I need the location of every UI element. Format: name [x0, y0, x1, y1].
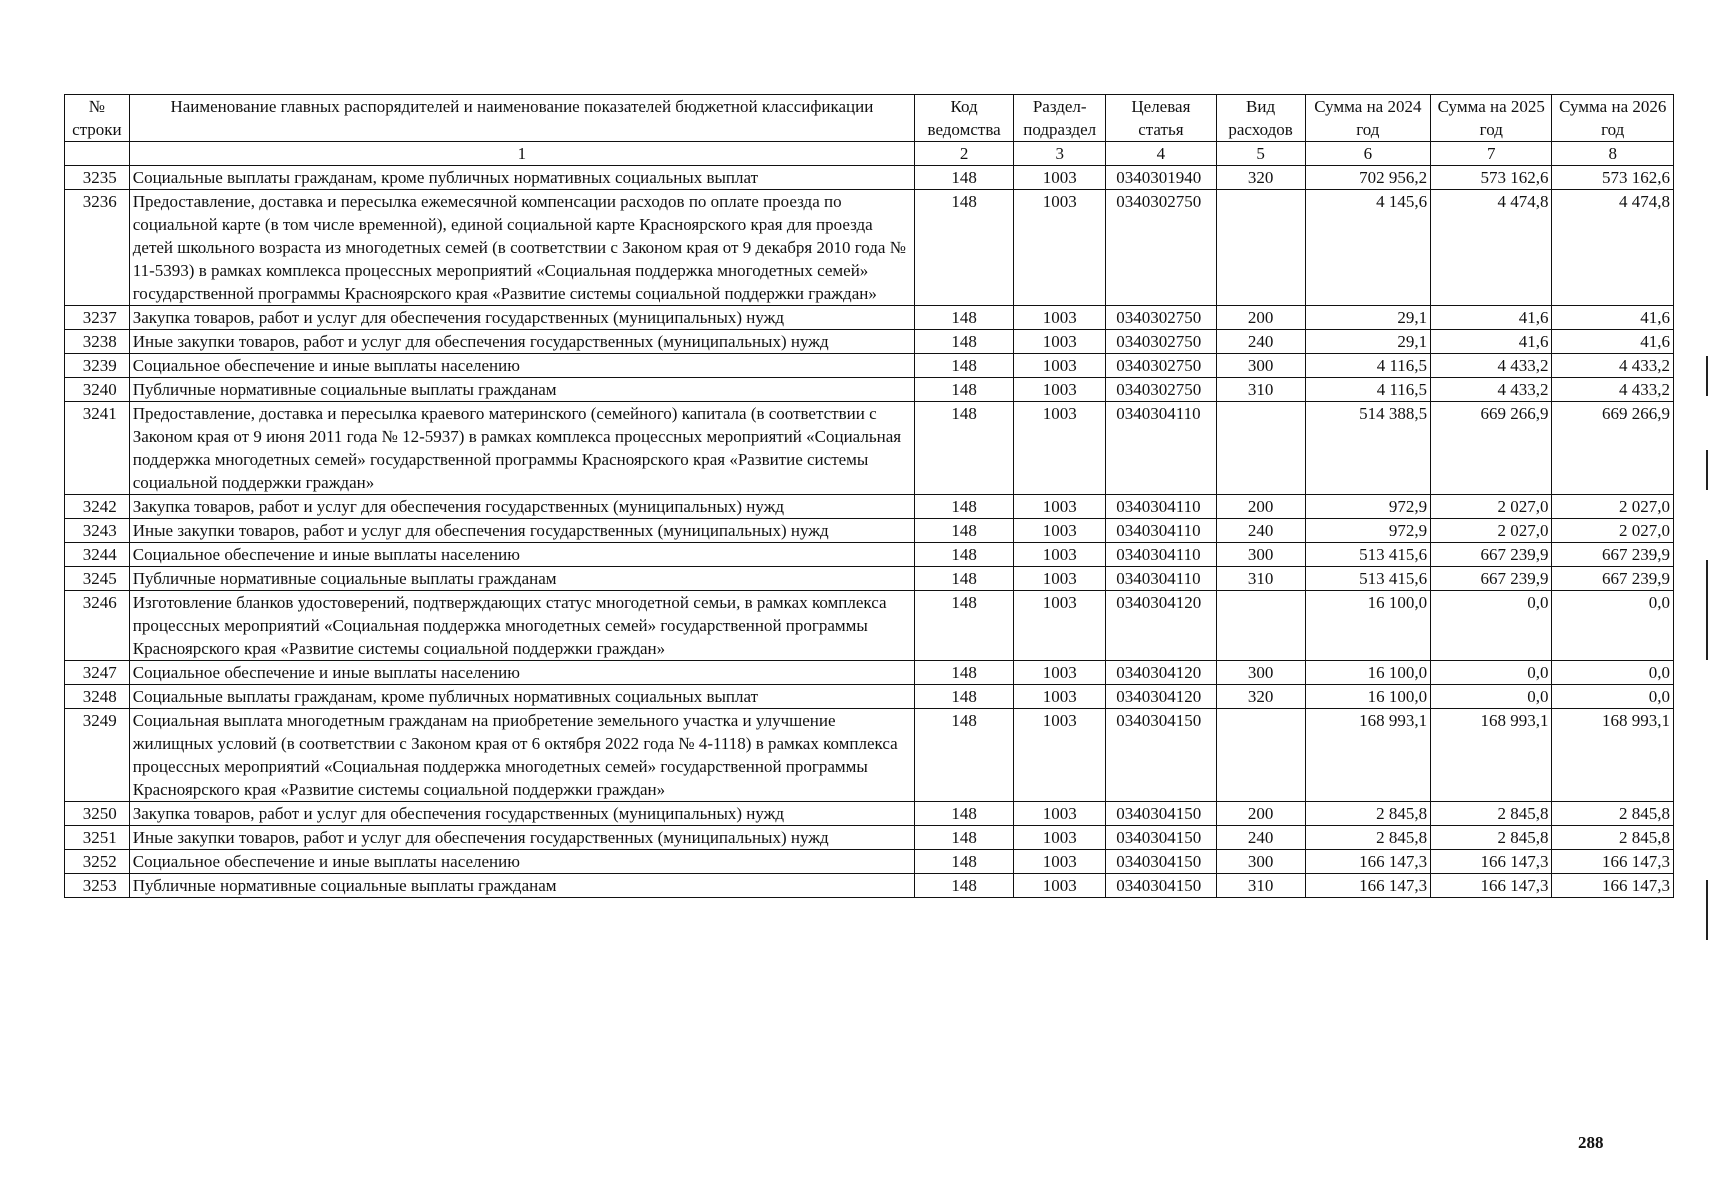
row-expense-type: 200: [1216, 495, 1305, 519]
row-dept-code: 148: [915, 330, 1014, 354]
row-amount-2025: 2 027,0: [1431, 519, 1552, 543]
row-amount-2025: 4 433,2: [1431, 378, 1552, 402]
row-amount-2025: 166 147,3: [1431, 850, 1552, 874]
row-amount-2024: 4 116,5: [1305, 378, 1430, 402]
row-amount-2024: 168 993,1: [1305, 709, 1430, 802]
row-amount-2026: 0,0: [1552, 591, 1674, 661]
row-target: 0340304110: [1106, 402, 1216, 495]
column-number: 2: [915, 142, 1014, 166]
table-row: [65, 567, 1674, 591]
row-amount-2026: 0,0: [1552, 661, 1674, 685]
row-name: Социальные выплаты гражданам, кроме публичных нормативных социальных выплат: [129, 166, 914, 190]
column-number: 3: [1014, 142, 1106, 166]
row-section: 1003: [1014, 330, 1106, 354]
row-dept-code: 148: [915, 567, 1014, 591]
row-dept-code: 148: [915, 306, 1014, 330]
row-expense-type: 200: [1216, 306, 1305, 330]
table-row: [65, 802, 1674, 826]
row-section: 1003: [1014, 874, 1106, 898]
row-amount-2025: 41,6: [1431, 330, 1552, 354]
row-target: 0340304150: [1106, 826, 1216, 850]
row-section: 1003: [1014, 495, 1106, 519]
row-amount-2024: 29,1: [1305, 306, 1430, 330]
row-number: 3236: [65, 190, 130, 306]
row-expense-type: 320: [1216, 166, 1305, 190]
row-number: 3251: [65, 826, 130, 850]
row-number: 3250: [65, 802, 130, 826]
row-name: Публичные нормативные социальные выплаты гражданам: [129, 378, 914, 402]
row-amount-2026: 667 239,9: [1552, 567, 1674, 591]
table-row: [65, 850, 1674, 874]
row-amount-2026: 669 266,9: [1552, 402, 1674, 495]
row-section: 1003: [1014, 661, 1106, 685]
row-name: Социальные выплаты гражданам, кроме публичных нормативных социальных выплат: [129, 685, 914, 709]
row-section: 1003: [1014, 591, 1106, 661]
row-name: Изготовление бланков удостоверений, подтверждающих статус многодетной семьи, в рамках комплекса процессных мероприятий «Социальная поддержка многодетных семей» государственной программы Красноярского края «Развитие системы социальной поддержки граждан»: [129, 591, 914, 661]
row-number: 3240: [65, 378, 130, 402]
row-target: 0340304150: [1106, 850, 1216, 874]
row-dept-code: 148: [915, 874, 1014, 898]
row-dept-code: 148: [915, 166, 1014, 190]
row-amount-2024: 702 956,2: [1305, 166, 1430, 190]
table-row: [65, 591, 1674, 661]
row-number: 3246: [65, 591, 130, 661]
row-number: 3253: [65, 874, 130, 898]
table-row: [65, 306, 1674, 330]
row-amount-2024: 166 147,3: [1305, 874, 1430, 898]
row-amount-2024: 16 100,0: [1305, 661, 1430, 685]
row-section: 1003: [1014, 166, 1106, 190]
row-target: 0340304110: [1106, 543, 1216, 567]
row-target: 0340302750: [1106, 330, 1216, 354]
row-amount-2024: 2 845,8: [1305, 802, 1430, 826]
page-number: 288: [1578, 1133, 1604, 1152]
row-section: 1003: [1014, 567, 1106, 591]
row-amount-2025: 41,6: [1431, 306, 1552, 330]
row-name: Социальная выплата многодетным гражданам на приобретение земельного участка и улучшение жилищных условий (в соответствии с Законом края от 6 октября 2022 года № 4-1118) в рамках комплекса процессных мероприятий «Социальная поддержка многодетных семей» государственной программы Красноярского края «Развитие системы социальной поддержки граждан»: [129, 709, 914, 802]
column-number: 7: [1431, 142, 1552, 166]
row-target: 0340304120: [1106, 685, 1216, 709]
table-row: [65, 330, 1674, 354]
row-target: 0340302750: [1106, 190, 1216, 306]
row-name: Публичные нормативные социальные выплаты гражданам: [129, 567, 914, 591]
row-amount-2025: 0,0: [1431, 591, 1552, 661]
row-amount-2024: 29,1: [1305, 330, 1430, 354]
row-name: Закупка товаров, работ и услуг для обеспечения государственных (муниципальных) нужд: [129, 495, 914, 519]
row-target: 0340304150: [1106, 709, 1216, 802]
scan-edge-mark: [1706, 560, 1708, 660]
row-number: 3243: [65, 519, 130, 543]
row-amount-2026: 2 845,8: [1552, 826, 1674, 850]
row-expense-type: 300: [1216, 661, 1305, 685]
header-row-no: № строки: [65, 95, 130, 142]
row-number: 3249: [65, 709, 130, 802]
budget-table: [64, 94, 1674, 898]
column-number-empty: [65, 142, 130, 166]
row-section: 1003: [1014, 802, 1106, 826]
table-row: [65, 378, 1674, 402]
row-amount-2026: 2 027,0: [1552, 495, 1674, 519]
row-expense-type: [1216, 190, 1305, 306]
row-amount-2026: 166 147,3: [1552, 874, 1674, 898]
row-dept-code: 148: [915, 685, 1014, 709]
row-amount-2025: 667 239,9: [1431, 543, 1552, 567]
row-section: 1003: [1014, 402, 1106, 495]
row-amount-2025: 0,0: [1431, 685, 1552, 709]
table-row: [65, 661, 1674, 685]
header-type: Вид расходов: [1216, 95, 1305, 142]
row-dept-code: 148: [915, 354, 1014, 378]
row-amount-2025: 166 147,3: [1431, 874, 1552, 898]
row-amount-2026: 573 162,6: [1552, 166, 1674, 190]
row-amount-2024: 513 415,6: [1305, 543, 1430, 567]
row-number: 3247: [65, 661, 130, 685]
row-section: 1003: [1014, 685, 1106, 709]
table-row: [65, 685, 1674, 709]
row-amount-2024: 514 388,5: [1305, 402, 1430, 495]
row-amount-2026: 2 845,8: [1552, 802, 1674, 826]
row-amount-2026: 2 027,0: [1552, 519, 1674, 543]
row-amount-2026: 667 239,9: [1552, 543, 1674, 567]
row-expense-type: 320: [1216, 685, 1305, 709]
row-expense-type: 300: [1216, 354, 1305, 378]
row-dept-code: 148: [915, 850, 1014, 874]
row-amount-2026: 4 433,2: [1552, 378, 1674, 402]
row-target: 0340302750: [1106, 378, 1216, 402]
row-target: 0340304150: [1106, 802, 1216, 826]
row-target: 0340302750: [1106, 306, 1216, 330]
row-amount-2024: 16 100,0: [1305, 685, 1430, 709]
row-expense-type: 300: [1216, 850, 1305, 874]
scan-edge-mark: [1706, 880, 1708, 940]
row-number: 3235: [65, 166, 130, 190]
row-expense-type: 200: [1216, 802, 1305, 826]
row-expense-type: [1216, 709, 1305, 802]
row-target: 0340304110: [1106, 567, 1216, 591]
row-amount-2025: 667 239,9: [1431, 567, 1552, 591]
row-number: 3244: [65, 543, 130, 567]
row-section: 1003: [1014, 354, 1106, 378]
row-amount-2024: 16 100,0: [1305, 591, 1430, 661]
row-target: 0340304120: [1106, 661, 1216, 685]
row-amount-2024: 513 415,6: [1305, 567, 1430, 591]
row-name: Социальное обеспечение и иные выплаты населению: [129, 354, 914, 378]
row-target: 0340304110: [1106, 495, 1216, 519]
row-expense-type: 240: [1216, 330, 1305, 354]
row-dept-code: 148: [915, 190, 1014, 306]
row-amount-2025: 2 027,0: [1431, 495, 1552, 519]
row-expense-type: 240: [1216, 826, 1305, 850]
row-amount-2025: 2 845,8: [1431, 802, 1552, 826]
table-row: [65, 543, 1674, 567]
row-target: 0340301940: [1106, 166, 1216, 190]
row-number: 3239: [65, 354, 130, 378]
table-body: [65, 166, 1674, 898]
row-dept-code: 148: [915, 826, 1014, 850]
row-name: Иные закупки товаров, работ и услуг для обеспечения государственных (муниципальных) нужд: [129, 330, 914, 354]
column-number: 8: [1552, 142, 1674, 166]
scan-edge-mark: [1706, 450, 1708, 490]
row-target: 0340304150: [1106, 874, 1216, 898]
column-number: 4: [1106, 142, 1216, 166]
column-number-row: [65, 142, 1674, 166]
row-section: 1003: [1014, 850, 1106, 874]
row-section: 1003: [1014, 378, 1106, 402]
row-name: Иные закупки товаров, работ и услуг для обеспечения государственных (муниципальных) нужд: [129, 519, 914, 543]
row-number: 3238: [65, 330, 130, 354]
row-name: Закупка товаров, работ и услуг для обеспечения государственных (муниципальных) нужд: [129, 802, 914, 826]
header-name: Наименование главных распорядителей и наименование показателей бюджетной классификации: [129, 95, 914, 142]
row-name: Публичные нормативные социальные выплаты гражданам: [129, 874, 914, 898]
row-name: Социальное обеспечение и иные выплаты населению: [129, 661, 914, 685]
row-amount-2025: 2 845,8: [1431, 826, 1552, 850]
header-row: [65, 95, 1674, 142]
row-amount-2026: 4 433,2: [1552, 354, 1674, 378]
row-amount-2025: 0,0: [1431, 661, 1552, 685]
row-number: 3242: [65, 495, 130, 519]
row-number: 3237: [65, 306, 130, 330]
table-row: [65, 495, 1674, 519]
row-amount-2024: 972,9: [1305, 495, 1430, 519]
row-dept-code: 148: [915, 591, 1014, 661]
row-dept-code: 148: [915, 661, 1014, 685]
row-amount-2025: 669 266,9: [1431, 402, 1552, 495]
row-amount-2025: 4 474,8: [1431, 190, 1552, 306]
row-expense-type: 310: [1216, 378, 1305, 402]
row-amount-2026: 4 474,8: [1552, 190, 1674, 306]
row-amount-2024: 166 147,3: [1305, 850, 1430, 874]
row-section: 1003: [1014, 709, 1106, 802]
row-expense-type: 300: [1216, 543, 1305, 567]
row-dept-code: 148: [915, 802, 1014, 826]
row-amount-2026: 41,6: [1552, 306, 1674, 330]
table-row: [65, 874, 1674, 898]
row-amount-2025: 168 993,1: [1431, 709, 1552, 802]
column-number: 1: [129, 142, 914, 166]
row-amount-2024: 2 845,8: [1305, 826, 1430, 850]
row-dept-code: 148: [915, 543, 1014, 567]
table-row: [65, 402, 1674, 495]
row-amount-2025: 573 162,6: [1431, 166, 1552, 190]
header-2025: Сумма на 2025 год: [1431, 95, 1552, 142]
row-dept-code: 148: [915, 402, 1014, 495]
row-number: 3252: [65, 850, 130, 874]
table-row: [65, 190, 1674, 306]
row-dept-code: 148: [915, 378, 1014, 402]
row-dept-code: 148: [915, 709, 1014, 802]
row-name: Иные закупки товаров, работ и услуг для обеспечения государственных (муниципальных) нужд: [129, 826, 914, 850]
row-expense-type: [1216, 402, 1305, 495]
column-number: 6: [1305, 142, 1430, 166]
row-amount-2025: 4 433,2: [1431, 354, 1552, 378]
row-dept-code: 148: [915, 519, 1014, 543]
row-amount-2026: 0,0: [1552, 685, 1674, 709]
row-name: Социальное обеспечение и иные выплаты населению: [129, 543, 914, 567]
table-row: [65, 166, 1674, 190]
row-section: 1003: [1014, 190, 1106, 306]
row-target: 0340304110: [1106, 519, 1216, 543]
row-amount-2026: 168 993,1: [1552, 709, 1674, 802]
row-dept-code: 148: [915, 495, 1014, 519]
header-target: Целевая статья: [1106, 95, 1216, 142]
row-section: 1003: [1014, 826, 1106, 850]
table-row: [65, 354, 1674, 378]
header-2026: Сумма на 2026 год: [1552, 95, 1674, 142]
row-section: 1003: [1014, 306, 1106, 330]
row-section: 1003: [1014, 519, 1106, 543]
row-number: 3241: [65, 402, 130, 495]
row-name: Закупка товаров, работ и услуг для обеспечения государственных (муниципальных) нужд: [129, 306, 914, 330]
row-expense-type: [1216, 591, 1305, 661]
row-amount-2024: 972,9: [1305, 519, 1430, 543]
row-amount-2026: 166 147,3: [1552, 850, 1674, 874]
row-number: 3248: [65, 685, 130, 709]
scan-edge-mark: [1706, 356, 1708, 396]
row-amount-2024: 4 145,6: [1305, 190, 1430, 306]
row-number: 3245: [65, 567, 130, 591]
row-name: Предоставление, доставка и пересылка ежемесячной компенсации расходов по оплате проезда по социальной карте (в том числе временной), единой социальной карте Красноярского края для проезда детей школьного возраста из многодетных семей (в соответствии с Законом края от 9 декабря 2010 года № 11-5393) в рамках комплекса процессных мероприятий «Социальная поддержка многодетных семей» государственной программы Красноярского края «Развитие системы социальной поддержки граждан»: [129, 190, 914, 306]
header-section: Раздел-подраздел: [1014, 95, 1106, 142]
table-row: [65, 826, 1674, 850]
row-expense-type: 310: [1216, 567, 1305, 591]
column-number: 5: [1216, 142, 1305, 166]
table-row: [65, 519, 1674, 543]
row-expense-type: 310: [1216, 874, 1305, 898]
row-expense-type: 240: [1216, 519, 1305, 543]
row-target: 0340302750: [1106, 354, 1216, 378]
header-dept: Код ведомства: [915, 95, 1014, 142]
row-name: Социальное обеспечение и иные выплаты населению: [129, 850, 914, 874]
header-2024: Сумма на 2024 год: [1305, 95, 1430, 142]
row-target: 0340304120: [1106, 591, 1216, 661]
table-row: [65, 709, 1674, 802]
row-amount-2024: 4 116,5: [1305, 354, 1430, 378]
row-name: Предоставление, доставка и пересылка краевого материнского (семейного) капитала (в соответствии с Законом края от 9 июня 2011 года № 12-5937) в рамках комплекса процессных мероприятий «Социальная поддержка многодетных семей» государственной программы Красноярского края «Развитие системы социальной поддержки граждан»: [129, 402, 914, 495]
row-section: 1003: [1014, 543, 1106, 567]
row-amount-2026: 41,6: [1552, 330, 1674, 354]
